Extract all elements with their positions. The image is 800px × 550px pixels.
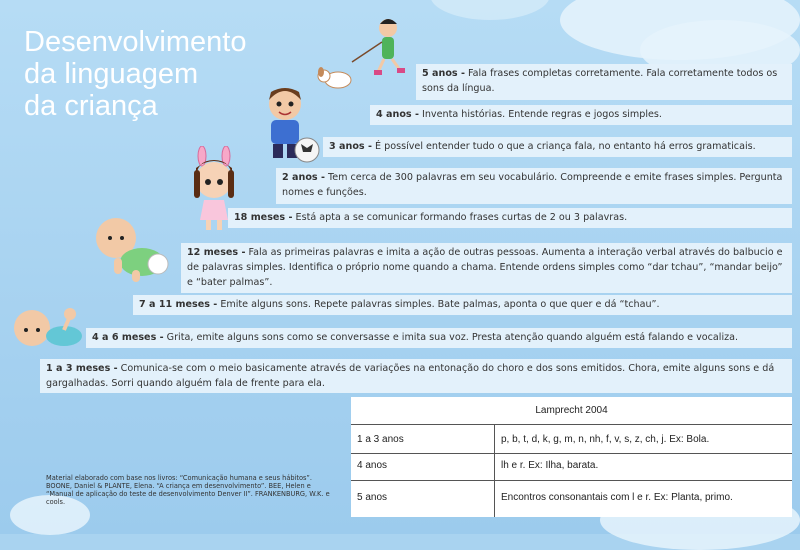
title-line: da linguagem [24, 58, 199, 90]
step-text: Comunica-se com o meio basicamente através de variações na entonação do choro e dos sons emitidos. Chora, emite alguns sons e dá gargalhadas. Sorri quando alguém fala de frente para ela. [46, 363, 775, 389]
step-3-anos [323, 137, 792, 157]
table-cell-age: 1 a 3 anos [357, 434, 404, 445]
step-text: Grita, emite alguns sons como se conversasse e imita sua voz. Presta atenção quando alguém está falando e vocaliza. [163, 332, 739, 343]
step-2-anos [276, 168, 792, 204]
step-age: 1 a 3 meses - [46, 363, 118, 374]
table-cell-age: 4 anos [357, 460, 388, 471]
step-7-a-11-meses [133, 295, 792, 315]
step-5-anos [416, 64, 792, 100]
step-1-a-3-meses [40, 359, 792, 393]
table-header: Lamprecht 2004 [351, 397, 792, 425]
step-age: 2 anos - [282, 172, 325, 183]
table-cell-sounds: Encontros consonantais com l e r. Ex: Planta, primo. [501, 492, 733, 503]
step-age: 3 anos - [329, 141, 372, 152]
lamprecht-table [351, 397, 792, 517]
baby-lying-illustration [8, 300, 88, 352]
step-text: Fala frases completas corretamente. Fala corretamente todos os sons da língua. [422, 68, 778, 94]
step-4-anos [370, 105, 792, 125]
table-cell-age: 5 anos [357, 492, 388, 503]
table-row [351, 454, 792, 481]
step-4-a-6-meses [86, 328, 792, 348]
step-age: 4 a 6 meses - [92, 332, 164, 343]
step-text: Fala as primeiras palavras e imita a ação de outras pessoas. Aumenta a interação verbal através do balbucio e de palavras simples. Identifica o próprio nome quando a chama. Entende ordens simples como “dar tchau”, “mandar beijo” e “bater palmas”. [187, 247, 783, 288]
step-age: 12 meses - [187, 247, 246, 258]
girl-bunny-ears-illustration [186, 146, 242, 236]
step-text: Inventa histórias. Entende regras e jogos simples. [418, 109, 662, 120]
step-age: 7 a 11 meses - [139, 299, 218, 310]
boy-with-ball-illustration [255, 82, 325, 167]
step-text: Está apta a se comunicar formando frases curtas de 2 ou 3 palavras. [292, 212, 628, 223]
step-text: Tem cerca de 300 palavras em seu vocabulário. Compreende e emite frases simples. Pergunta nomes e funções. [282, 172, 783, 198]
page-title [24, 26, 246, 122]
table-cell-sounds: p, b, t, d, k, g, m, n, nh, f, v, s, z, ch, j. Ex: Bola. [501, 434, 710, 445]
table-row [351, 425, 792, 454]
step-12-meses [181, 243, 792, 293]
step-text: É possível entender tudo o que a criança fala, no entanto há erros gramaticais. [371, 141, 756, 152]
step-age: 18 meses - [234, 212, 293, 223]
table-cell-sounds: lh e r. Ex: Ilha, barata. [501, 460, 599, 471]
references-note: Material elaborado com base nos livros: “Comunicação humana e seus hábitos”. BOONE, Daniel & PLANTE, Elena. “A criança em desenvolvimento”. BEE, Helen e “Manual de aplicação do teste de desenvolvimento Denver II”. FRANKENBURG, W.K. e cools. [46, 474, 330, 506]
table-row [351, 481, 792, 513]
baby-crawling-illustration [92, 214, 172, 286]
step-age: 4 anos - [376, 109, 419, 120]
step-18-meses [228, 208, 792, 228]
step-text: Emite alguns sons. Repete palavras simples. Bate palmas, aponta o que quer e dá “tchau”. [217, 299, 660, 310]
title-line: Desenvolvimento [24, 26, 247, 58]
step-age: 5 anos - [422, 68, 465, 79]
title-line: da criança [24, 90, 158, 122]
